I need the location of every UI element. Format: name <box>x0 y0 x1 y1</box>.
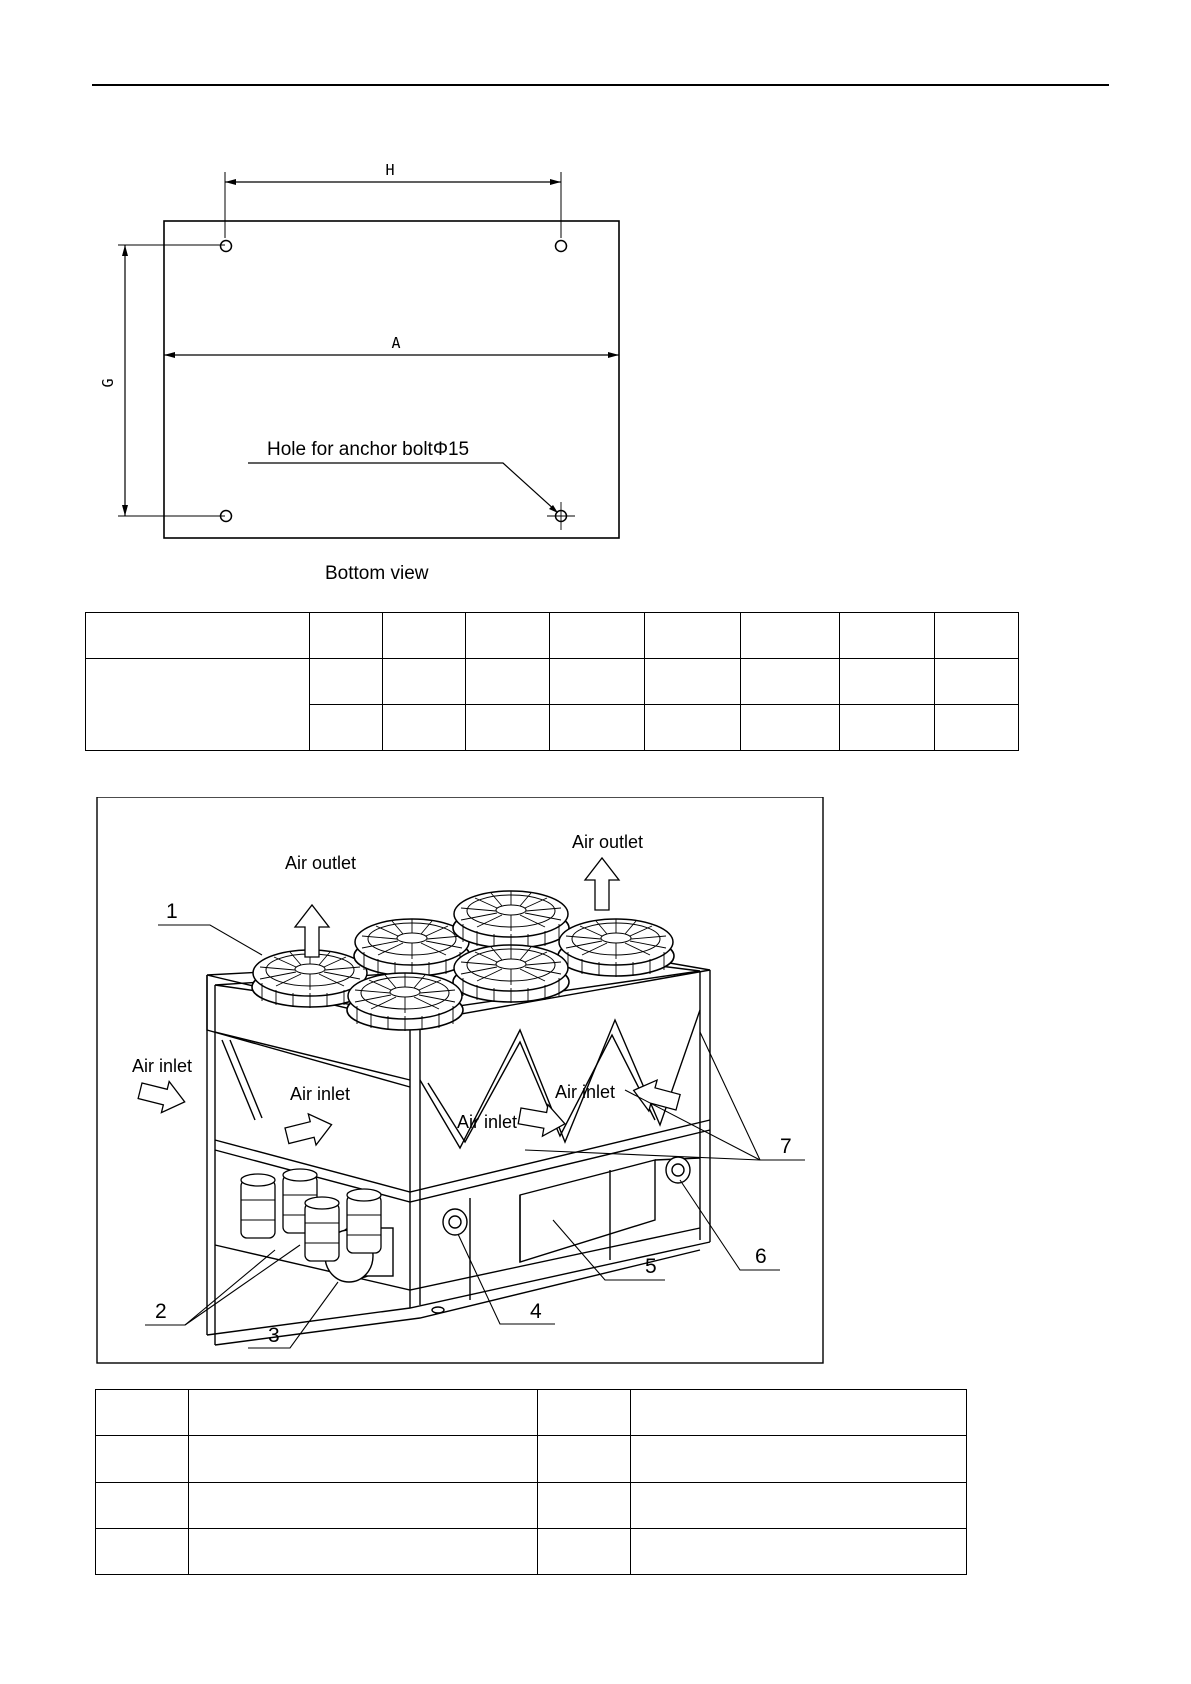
table-cell <box>382 705 466 751</box>
callout-1: 1 <box>166 900 178 923</box>
table-cell <box>188 1482 538 1528</box>
anchor-hole-note: Hole for anchor boltΦ15 <box>267 439 470 460</box>
table-cell <box>309 705 382 751</box>
table-cell <box>538 1528 631 1574</box>
table-cell <box>935 659 1019 705</box>
table-cell <box>839 659 935 705</box>
table-cell <box>549 613 645 659</box>
diagram-frame <box>97 797 823 1363</box>
leader-3 <box>248 1282 338 1348</box>
air-outlet-label-left: Air outlet <box>285 853 357 873</box>
table-cell <box>740 613 839 659</box>
table-cell <box>309 613 382 659</box>
leader-1 <box>158 925 262 955</box>
fan <box>347 973 463 1031</box>
air-inlet-arrow <box>517 1100 568 1140</box>
table-cell <box>86 613 310 659</box>
table-cell <box>935 705 1019 751</box>
air-inlet-label-front: Air inlet <box>290 1084 351 1104</box>
table-cell <box>538 1436 631 1482</box>
fan <box>453 891 569 949</box>
table-cell <box>549 659 645 705</box>
table-cell <box>96 1528 189 1574</box>
table-cell <box>839 705 935 751</box>
air-outlet-arrow <box>585 858 619 910</box>
table-cell <box>188 1436 538 1482</box>
table-cell <box>631 1528 967 1574</box>
bottom-view-drawing <box>0 0 1191 590</box>
table-cell <box>96 1436 189 1482</box>
table-cell <box>839 613 935 659</box>
dim-a-label: A <box>391 334 401 352</box>
air-outlet-arrow <box>295 905 329 957</box>
unit-diagram <box>96 797 824 1364</box>
anchor-hole <box>556 241 567 252</box>
table-cell <box>740 705 839 751</box>
compressor <box>305 1197 339 1261</box>
dim-g-label: G <box>99 378 117 388</box>
table-cell <box>466 659 550 705</box>
air-inlet-label-side: Air inlet <box>132 1056 193 1076</box>
air-outlet-label-right: Air outlet <box>572 832 644 852</box>
table-cell <box>309 659 382 705</box>
table-cell <box>538 1390 631 1436</box>
air-inlet-arrow <box>136 1075 188 1117</box>
table-cell <box>538 1482 631 1528</box>
callout-7: 7 <box>780 1135 792 1158</box>
callout-3: 3 <box>268 1324 280 1347</box>
base-outline <box>164 221 619 538</box>
callout-2: 2 <box>155 1300 167 1323</box>
callout-4: 4 <box>530 1300 542 1323</box>
fan <box>558 919 674 977</box>
air-inlet-label-right: Air inlet <box>555 1082 616 1102</box>
table-cell <box>740 659 839 705</box>
table-cell <box>645 705 741 751</box>
table-cell <box>631 1482 967 1528</box>
air-inlet-label-mid: Air inlet <box>457 1112 518 1132</box>
table-cell <box>382 659 466 705</box>
table-cell <box>86 659 310 751</box>
table-cell <box>631 1390 967 1436</box>
table-cell <box>549 705 645 751</box>
anchor-hole <box>221 241 232 252</box>
table-cell <box>645 613 741 659</box>
air-inlet-arrow <box>283 1109 335 1151</box>
table-cell <box>935 613 1019 659</box>
table-cell <box>645 659 741 705</box>
callout-5: 5 <box>645 1255 657 1278</box>
bottom-view-caption: Bottom view <box>325 563 429 584</box>
table-cell <box>631 1436 967 1482</box>
parts-table <box>95 1389 967 1575</box>
compressor <box>241 1174 275 1238</box>
table-cell <box>466 613 550 659</box>
callout-6: 6 <box>755 1245 767 1268</box>
table-cell <box>96 1390 189 1436</box>
dimension-table <box>85 612 1019 751</box>
fan <box>453 945 569 1003</box>
compressor <box>347 1189 381 1253</box>
table-cell <box>188 1390 538 1436</box>
dim-h-label: H <box>385 161 395 179</box>
table-cell <box>466 705 550 751</box>
table-cell <box>188 1528 538 1574</box>
table-cell <box>96 1482 189 1528</box>
table-cell <box>382 613 466 659</box>
